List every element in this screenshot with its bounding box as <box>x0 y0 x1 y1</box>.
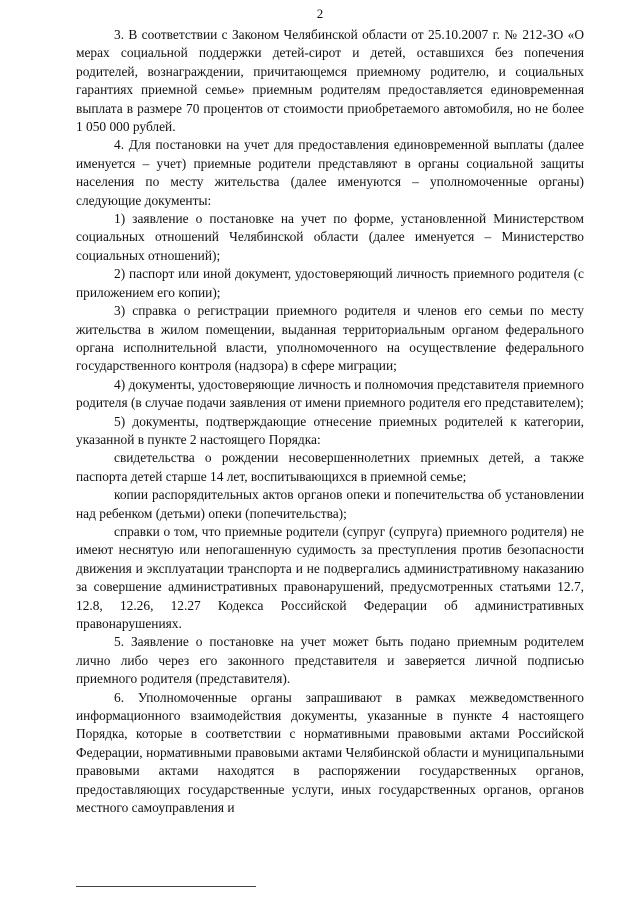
page-number: 2 <box>316 6 324 21</box>
list-item-3: 3) справка о регистрации приемного родителя и членов его семьи по месту жительства в жилом помещении, выданная территориальным органом федерального органа исполнительной власти, уполномоченного на осуществление федерального государственного контроля (надзора) в сфере миграции; <box>76 303 584 374</box>
sub-item-birth-certificates: свидетельства о рождении несовершеннолетних приемных детей, а также паспорта детей старше 14 лет, воспитывающихся в приемной семье; <box>76 450 584 484</box>
footer-divider <box>76 886 256 887</box>
paragraph-item-4: 4. Для постановки на учет для предоставления единовременной выплаты (далее именуется – учет) приемные родители представляют в органы социальной защиты населения по месту жительства (далее именуются – уполномоченные органы) следующие документы: <box>76 137 584 208</box>
list-item-1: 1) заявление о постановке на учет по форме, установленной Министерством социальных отношений Челябинской области (далее именуется – Министерство социальных отношений); <box>76 211 584 263</box>
document-body <box>76 26 584 817</box>
paragraph-item-5: 5. Заявление о постановке на учет может быть подано приемным родителем лично либо через его законного представителя и заверяется личной подписью приемного родителя (представителя). <box>76 634 584 687</box>
paragraph-item-6: 6. Уполномоченные органы запрашивают в рамках межведомственного информационного взаимодействия документы, указанные в пункте 4 настоящего Порядка, которые в соответствии с нормативными правовыми актами Российской Федерации, нормативными правовыми актами Челябинской области и муниципальными правовыми актами находятся в распоряжении государственных органов, предоставляющих государственные услуги, иных государственных органов, органов местного самоуправления и <box>76 689 584 816</box>
list-item-5: 5) документы, подтверждающие отнесение приемных родителей к категории, указанной в пункте 2 настоящего Порядка: <box>76 413 584 447</box>
list-item-2: 2) паспорт или иной документ, удостоверяющий личность приемного родителя (с приложением его копии); <box>76 266 584 300</box>
sub-item-guardianship-acts: копии распорядительных актов органов опеки и попечительства об установлении над ребенком (детьми) опеки (попечительства); <box>76 487 584 521</box>
paragraph-item-3: 3. В соответствии с Законом Челябинской области от 25.10.2007 г. № 212-ЗО «О мерах социальной поддержки детей-сирот и детей, оставшихся без попечения родителей, вознаграждении, причитающемся приемному родителю, и социальных гарантиях приемной семье» приемным родителям предоставляется единовременная выплата в размере 70 процентов от стоимости приобретаемого автомобиля, но не более 1 050 000 рублей. <box>76 27 584 135</box>
sub-item-conviction-certificates: справки о том, что приемные родители (супруг (супруга) приемного родителя) не имеют неснятую или непогашенную судимость за преступления против безопасности движения и эксплуатации транспорта и не подвергались административному наказанию за совершение административных правонарушений, предусмотренных статьями 12.7, 12.8, 12.26, 12.27 Кодекса Российской Федерации об административных правонарушениях. <box>76 523 584 631</box>
list-item-4: 4) документы, удостоверяющие личность и полномочия представителя приемного родителя (в случае подачи заявления от имени приемного родителя его представителем); <box>76 376 584 411</box>
